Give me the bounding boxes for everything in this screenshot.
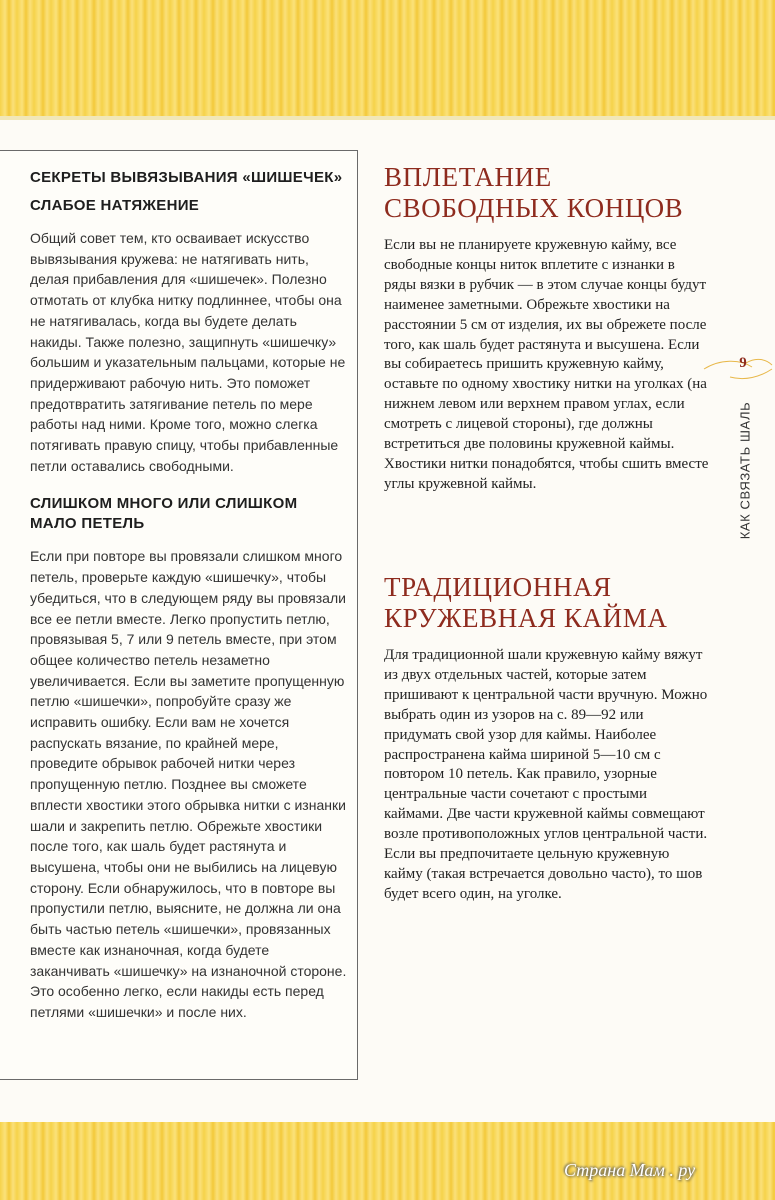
article-heading-traditional-border: ТРАДИЦИОННАЯ КРУЖЕВНАЯ КАЙМА [384,572,668,633]
section-text-loose-tension: Общий совет тем, кто осваивает искусство вывязывания кружева: не натягивать нить, делая прибавления для «шишечек». Полезно отмотать от клубка нитку подлиннее, чтобы она не натягивалась, когда вы будете делать накиды. Также полезно, защипнуть «шишечку» большим и указательным пальцами, которые не придерживают рабочую нить. Это поможет предотвратить затягивание петель по мере работы над ними. Кроме того, можно слегка потягивать правую спицу, чтобы прибавленные петли оставались свободными. [30,230,346,474]
article-heading-weaving-ends: ВПЛЕТАНИЕ СВОБОДНЫХ КОНЦОВ [384,162,684,223]
top-decorative-band [0,0,775,120]
running-title: КАК СВЯЗАТЬ ШАЛЬ [737,401,753,540]
side-column [732,355,756,540]
section-heading-loose-tension: СЛАБОЕ НАТЯЖЕНИЕ [30,197,200,214]
watermark: Страна Мам . ру [564,1160,696,1180]
sidebar-box-content [30,168,348,1023]
article-traditional-border [384,572,709,905]
article-text-weaving-ends: Если вы не планируете кружевную кайму, все свободные концы ниток вплетите с изнанки в ряды вязки в рубчик — в этом случае концы будут наименее заметными. Обрежьте хвостики на расстоянии 5 см от изделия, их вы обрежете после того, как шаль будет растянута и высушена. Если вы собираетесь пришить кружевную кайму, оставьте по одному хвостику нитки на уголках (на нижнем левом или верхнем правом углах, если смотреть с лицевой стороны), где должны встретиться две половины кружевной каймы. Хвостики нитки понадобятся, чтобы сшить вместе углы кружевной каймы. [384,237,709,492]
sidebar-box-title: СЕКРЕТЫ ВЫВЯЗЫВАНИЯ «ШИШЕЧЕК» [30,169,343,186]
page-number: 9 [739,355,747,371]
section-heading-stitch-count: СЛИШКОМ МНОГО ИЛИ СЛИШКОМ МАЛО ПЕТЕЛЬ [30,495,298,533]
article-text-traditional-border: Для традиционной шали кружевную кайму вяжут из двух отдельных частей, которые затем пришивают к центральной части вручную. Можно выбрать один из узоров на с. 89—92 или придумать свой узор для каймы. Наиболее распространена кайма шириной 5—10 см с повтором 10 петель. Как правило, узорные центральные части сочетают с простыми каймами. Две части кружевной каймы совмещают возле противоположных углов центральной части. Если вы предпочитаете цельную кружевную кайму (такая встречается довольно часто), то шов будет всего один, на уголке. [384,647,708,902]
article-weaving-ends [384,162,709,495]
section-text-stitch-count: Если при повторе вы провязали слишком много петель, проверьте каждую «шишечку», чтобы убедиться, что в следующем ряду вы провязали все ее петли вместе. Легко пропустить петлю, провязывая 5, 7 или 9 петель вместе, при этом общее количество петель незаметно увеличивается. Если вы заметите пропущенную петлю «шишечки», попробуйте сразу же исправить ошибку. Если вам не хочется распускать вязание, по крайней мере, проведите обрывок рабочей нитки через пропущенную петлю. Позднее вы сможете вплести хвостики этого обрывка нитки с изнанки шали и закрепить петлю. Обрежьте хвостики после того, как шаль будет растянута и высушена, чтобы они не выбились на лицевую сторону. Если обнаружилось, что в повторе вы пропустили петлю, выясните, не должна ли она быть частью петель «шишечки», провязанных вместе как изнаночная, когда будете заканчивать «шишечку» на изнаночной стороне. Это особенно легко, если накиды есть перед петлями «шишечки» и после них. [30,548,347,1020]
